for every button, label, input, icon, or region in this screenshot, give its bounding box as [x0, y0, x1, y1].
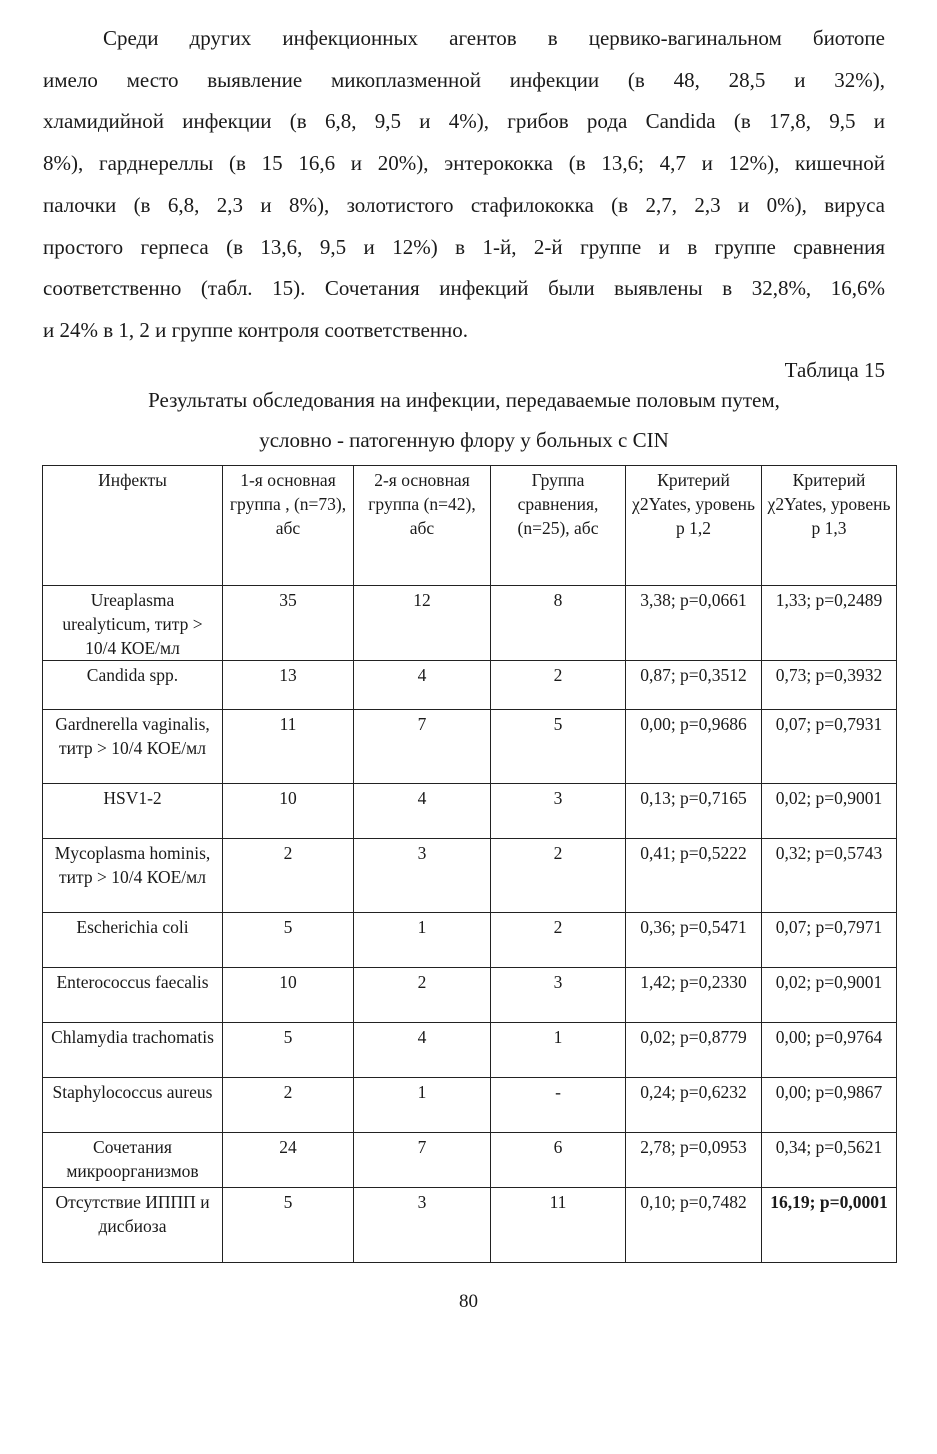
- table-row: [43, 1133, 897, 1188]
- cell-comparison: 11: [491, 1188, 626, 1263]
- table-row: [43, 710, 897, 784]
- cell-comparison: 6: [491, 1133, 626, 1188]
- cell-group-1: 24: [223, 1133, 354, 1188]
- table-row: [43, 839, 897, 913]
- cell-group-2: 4: [354, 661, 491, 710]
- cell-p12: 0,10; p=0,7482: [626, 1188, 762, 1263]
- cell-p12: 0,24; p=0,6232: [626, 1078, 762, 1133]
- cell-p13: 16,19; p=0,0001: [762, 1188, 897, 1263]
- cell-p12: 0,13; p=0,7165: [626, 784, 762, 839]
- cell-comparison: 2: [491, 661, 626, 710]
- cell-infection: Chlamydia trachomatis: [43, 1023, 223, 1078]
- table-row: [43, 1023, 897, 1078]
- cell-group-2: 12: [354, 586, 491, 661]
- cell-group-1: 5: [223, 1023, 354, 1078]
- cell-group-1: 35: [223, 586, 354, 661]
- header-comparison-group: Группа сравнения, (n=25), абс: [491, 466, 626, 586]
- cell-infection: Candida spp.: [43, 661, 223, 710]
- cell-infection: Отсутствие ИППП и дисбиоза: [43, 1188, 223, 1263]
- cell-p13: 0,00; p=0,9764: [762, 1023, 897, 1078]
- paragraph-line: и 24% в 1, 2 и группе контроля соответственно.: [43, 317, 469, 342]
- cell-infection: Ureaplasma urealyticum, титр > 10/4 КОЕ/мл: [43, 586, 223, 661]
- table-row: [43, 784, 897, 839]
- cell-infection: HSV1-2: [43, 784, 223, 839]
- cell-group-1: 2: [223, 1078, 354, 1133]
- cell-p12: 1,42; p=0,2330: [626, 968, 762, 1023]
- body-paragraph: [43, 18, 885, 352]
- table-row: [43, 913, 897, 968]
- table-row: [43, 661, 897, 710]
- cell-group-1: 5: [223, 913, 354, 968]
- table-caption-line-1: Результаты обследования на инфекции, передаваемые половым путем,: [148, 388, 780, 412]
- cell-p12: 0,41; p=0,5222: [626, 839, 762, 913]
- paragraph-line: хламидийной инфекции (в 6,8, 9,5 и 4%), грибов рода Candida (в 17,8, 9,5 и: [43, 109, 885, 134]
- header-group-2: 2-я основная группа (n=42), абс: [354, 466, 491, 586]
- cell-p13: 0,00; p=0,9867: [762, 1078, 897, 1133]
- cell-group-1: 11: [223, 710, 354, 784]
- cell-group-2: 4: [354, 1023, 491, 1078]
- cell-comparison: 2: [491, 913, 626, 968]
- paragraph-line: Среди других инфекционных агентов в цервико-вагинальном биотопе: [103, 26, 885, 50]
- paragraph-line: имело место выявление микоплазменной инфекции (в 48, 28,5 и 32%),: [43, 67, 885, 92]
- cell-comparison: -: [491, 1078, 626, 1133]
- table-row: [43, 1188, 897, 1263]
- cell-p12: 0,36; p=0,5471: [626, 913, 762, 968]
- paragraph-line: простого герпеса (в 13,6, 9,5 и 12%) в 1-й, 2-й группе и в группе сравнения: [43, 234, 885, 259]
- cell-group-1: 2: [223, 839, 354, 913]
- table-row: [43, 1078, 897, 1133]
- cell-group-2: 2: [354, 968, 491, 1023]
- cell-comparison: 3: [491, 784, 626, 839]
- cell-comparison: 3: [491, 968, 626, 1023]
- cell-comparison: 1: [491, 1023, 626, 1078]
- table-row: [43, 586, 897, 661]
- cell-infection: Gardnerella vaginalis, титр > 10/4 КОЕ/мл: [43, 710, 223, 784]
- header-criterion-p12: Критерий χ2Yates, уровень p 1,2: [626, 466, 762, 586]
- cell-p12: 2,78; p=0,0953: [626, 1133, 762, 1188]
- cell-p12: 0,02; p=0,8779: [626, 1023, 762, 1078]
- cell-p13: 0,07; p=0,7971: [762, 913, 897, 968]
- paragraph-line: 8%), гарднереллы (в 15 16,6 и 20%), энтерококка (в 13,6; 4,7 и 12%), кишечной: [43, 151, 885, 176]
- cell-p13: 0,34; p=0,5621: [762, 1133, 897, 1188]
- cell-p13: 0,07; p=0,7931: [762, 710, 897, 784]
- table-row: [43, 968, 897, 1023]
- cell-group-2: 1: [354, 913, 491, 968]
- cell-group-2: 3: [354, 1188, 491, 1263]
- table-header-row: [43, 466, 897, 586]
- table-caption-line-2: условно - патогенную флору у больных с CIN: [259, 428, 669, 452]
- cell-comparison: 5: [491, 710, 626, 784]
- cell-group-2: 4: [354, 784, 491, 839]
- paragraph-line: палочки (в 6,8, 2,3 и 8%), золотистого стафилококка (в 2,7, 2,3 и 0%), вируса: [43, 192, 885, 217]
- header-infections: Инфекты: [43, 466, 223, 586]
- cell-infection: Escherichia coli: [43, 913, 223, 968]
- table-label: Таблица 15: [784, 358, 885, 382]
- cell-p12: 0,87; p=0,3512: [626, 661, 762, 710]
- cell-infection: Сочетания микроорганизмов: [43, 1133, 223, 1188]
- cell-group-1: 13: [223, 661, 354, 710]
- cell-p13: 0,73; p=0,3932: [762, 661, 897, 710]
- cell-group-2: 7: [354, 710, 491, 784]
- cell-group-2: 7: [354, 1133, 491, 1188]
- cell-infection: Staphylococcus aureus: [43, 1078, 223, 1133]
- cell-group-1: 10: [223, 968, 354, 1023]
- cell-infection: Mycoplasma hominis, титр > 10/4 КОЕ/мл: [43, 839, 223, 913]
- header-group-1: 1-я основная группа , (n=73), абс: [223, 466, 354, 586]
- cell-group-2: 1: [354, 1078, 491, 1133]
- cell-group-2: 3: [354, 839, 491, 913]
- infection-results-table: [42, 465, 897, 1263]
- cell-infection: Enterococcus faecalis: [43, 968, 223, 1023]
- cell-p13: 1,33; p=0,2489: [762, 586, 897, 661]
- page-number: 80: [459, 1291, 478, 1312]
- cell-comparison: 2: [491, 839, 626, 913]
- cell-p13: 0,32; p=0,5743: [762, 839, 897, 913]
- cell-p13: 0,02; p=0,9001: [762, 784, 897, 839]
- cell-group-1: 5: [223, 1188, 354, 1263]
- cell-p12: 0,00; p=0,9686: [626, 710, 762, 784]
- cell-group-1: 10: [223, 784, 354, 839]
- cell-comparison: 8: [491, 586, 626, 661]
- cell-p12: 3,38; p=0,0661: [626, 586, 762, 661]
- cell-p13: 0,02; p=0,9001: [762, 968, 897, 1023]
- header-criterion-p13: Критерий χ2Yates, уровень p 1,3: [762, 466, 897, 586]
- paragraph-line: соответственно (табл. 15). Сочетания инфекций были выявлены в 32,8%, 16,6%: [43, 276, 885, 301]
